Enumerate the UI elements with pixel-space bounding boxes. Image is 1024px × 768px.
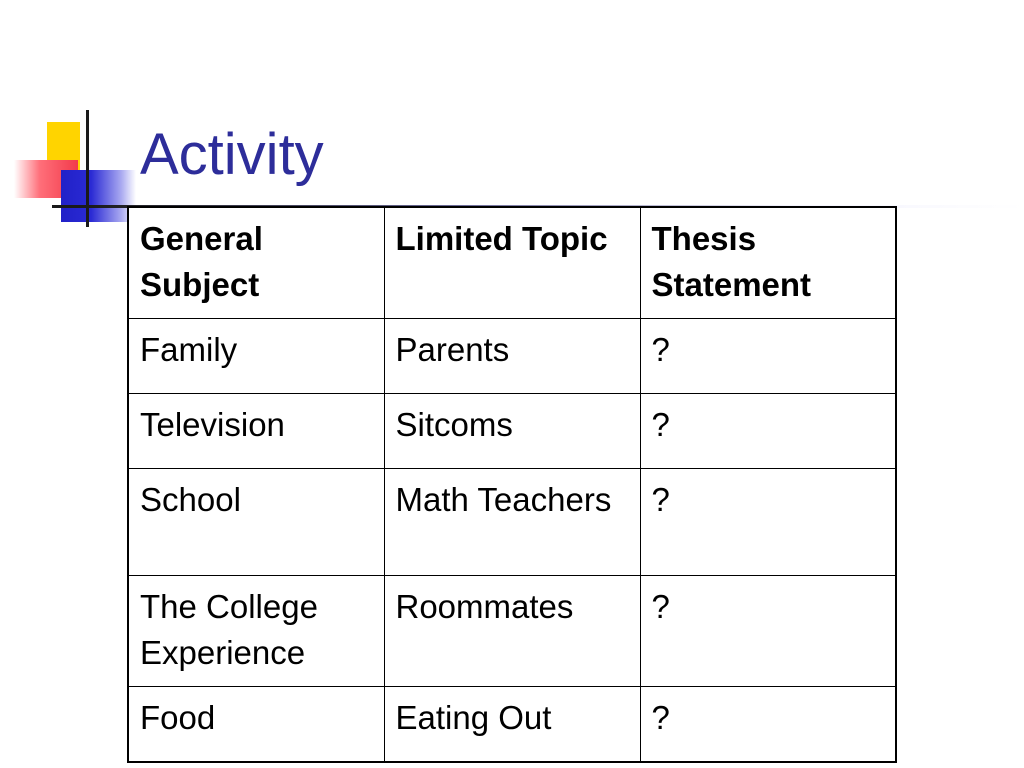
slide-title: Activity [140,122,324,187]
cell-general-subject: School [128,469,384,576]
activity-table [127,206,897,763]
table-row [128,319,896,394]
blue-square-decoration [61,170,136,222]
cell-thesis-statement: ? [640,394,896,469]
header-limited-topic: Limited Topic [384,207,640,319]
header-thesis-statement: Thesis Statement [640,207,896,319]
cell-general-subject: Family [128,319,384,394]
cell-general-subject: Television [128,394,384,469]
vertical-line-decoration [86,110,89,227]
table-row [128,687,896,763]
table-header-row [128,207,896,319]
cell-limited-topic: Roommates [384,576,640,687]
cell-general-subject: The College Experience [128,576,384,687]
slide-logo-decoration [0,0,140,240]
cell-limited-topic: Parents [384,319,640,394]
table-row [128,469,896,576]
cell-thesis-statement: ? [640,469,896,576]
cell-general-subject: Food [128,687,384,763]
cell-limited-topic: Math Teachers [384,469,640,576]
cell-thesis-statement: ? [640,576,896,687]
header-general-subject: General Subject [128,207,384,319]
table-row [128,576,896,687]
cell-limited-topic: Eating Out [384,687,640,763]
cell-thesis-statement: ? [640,687,896,763]
table-row [128,394,896,469]
cell-thesis-statement: ? [640,319,896,394]
cell-limited-topic: Sitcoms [384,394,640,469]
